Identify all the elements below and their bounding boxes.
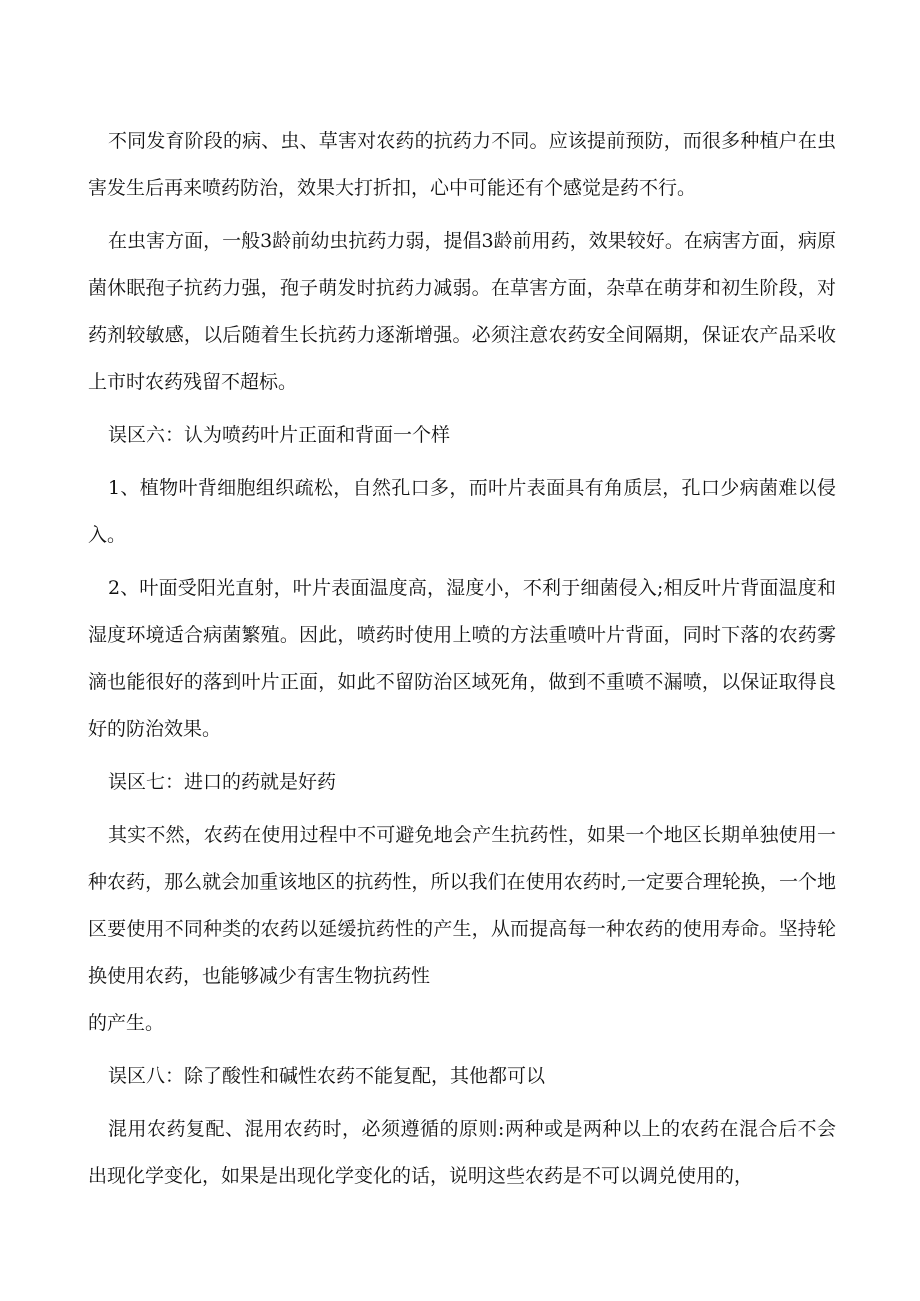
heading-myth-seven: 误区七：进口的药就是好药 [108,771,337,793]
paragraph-leaf-back: 1、植物叶背细胞组织疏松，自然孔口多，而叶片表面具有角质层，孔口少病菌难以侵入。 [88,477,836,546]
paragraph-stage-resistance: 不同发育阶段的病、虫、草害对农药的抗药力不同。应该提前预防，而很多种植户在虫害发生后再来喷药防治，效果大打折扣，心中可能还有个感觉是药不行。 [88,130,836,199]
paragraph-imported-pesticide-end: 的产生。 [88,1012,165,1034]
paragraph-mixing-principle: 混用农药复配、混用农药时，必须遵循的原则:两种或是两种以上的农药在混合后不会出现化学变化，如果是出现化学变化的话，说明这些农药是不可以调兑使用的， [88,1118,836,1187]
heading-myth-six: 误区六：认为喷药叶片正面和背面一个样 [108,424,451,446]
document-body [88,118,836,1206]
paragraph-leaf-front: 2、叶面受阳光直射，叶片表面温度高，湿度小，不利于细菌侵入;相反叶片背面温度和湿度环境适合病菌繁殖。因此，喷药时使用上喷的方法重喷叶片背面，同时下落的农药雾滴也能很好的落到叶片正面，如此不留防治区域死角，做到不重喷不漏喷，以保证取得良好的防治效果。 [88,577,836,740]
heading-myth-eight: 误区八：除了酸性和碱性农药不能复配，其他都可以 [108,1065,546,1087]
paragraph-imported-pesticide: 其实不然，农药在使用过程中不可避免地会产生抗药性，如果一个地区长期单独使用一种农药，那么就会加重该地区的抗药性，所以我们在使用农药时,一定要合理轮换，一个地区要使用不同种类的农药以延缓抗药性的产生，从而提高每一种农药的使用寿命。坚持轮换使用农药，也能够减少有害生物抗药性 [88,824,836,987]
paragraph-pest-disease-weed: 在虫害方面，一般3龄前幼虫抗药力弱，提倡3龄前用药，效果较好。在病害方面，病原菌休眠孢子抗药力强，孢子萌发时抗药力减弱。在草害方面，杂草在萌芽和初生阶段，对药剂较敏感，以后随着生长抗药力逐渐增强。必须注意农药安全间隔期，保证农产品采收上市时农药残留不超标。 [88,230,836,393]
